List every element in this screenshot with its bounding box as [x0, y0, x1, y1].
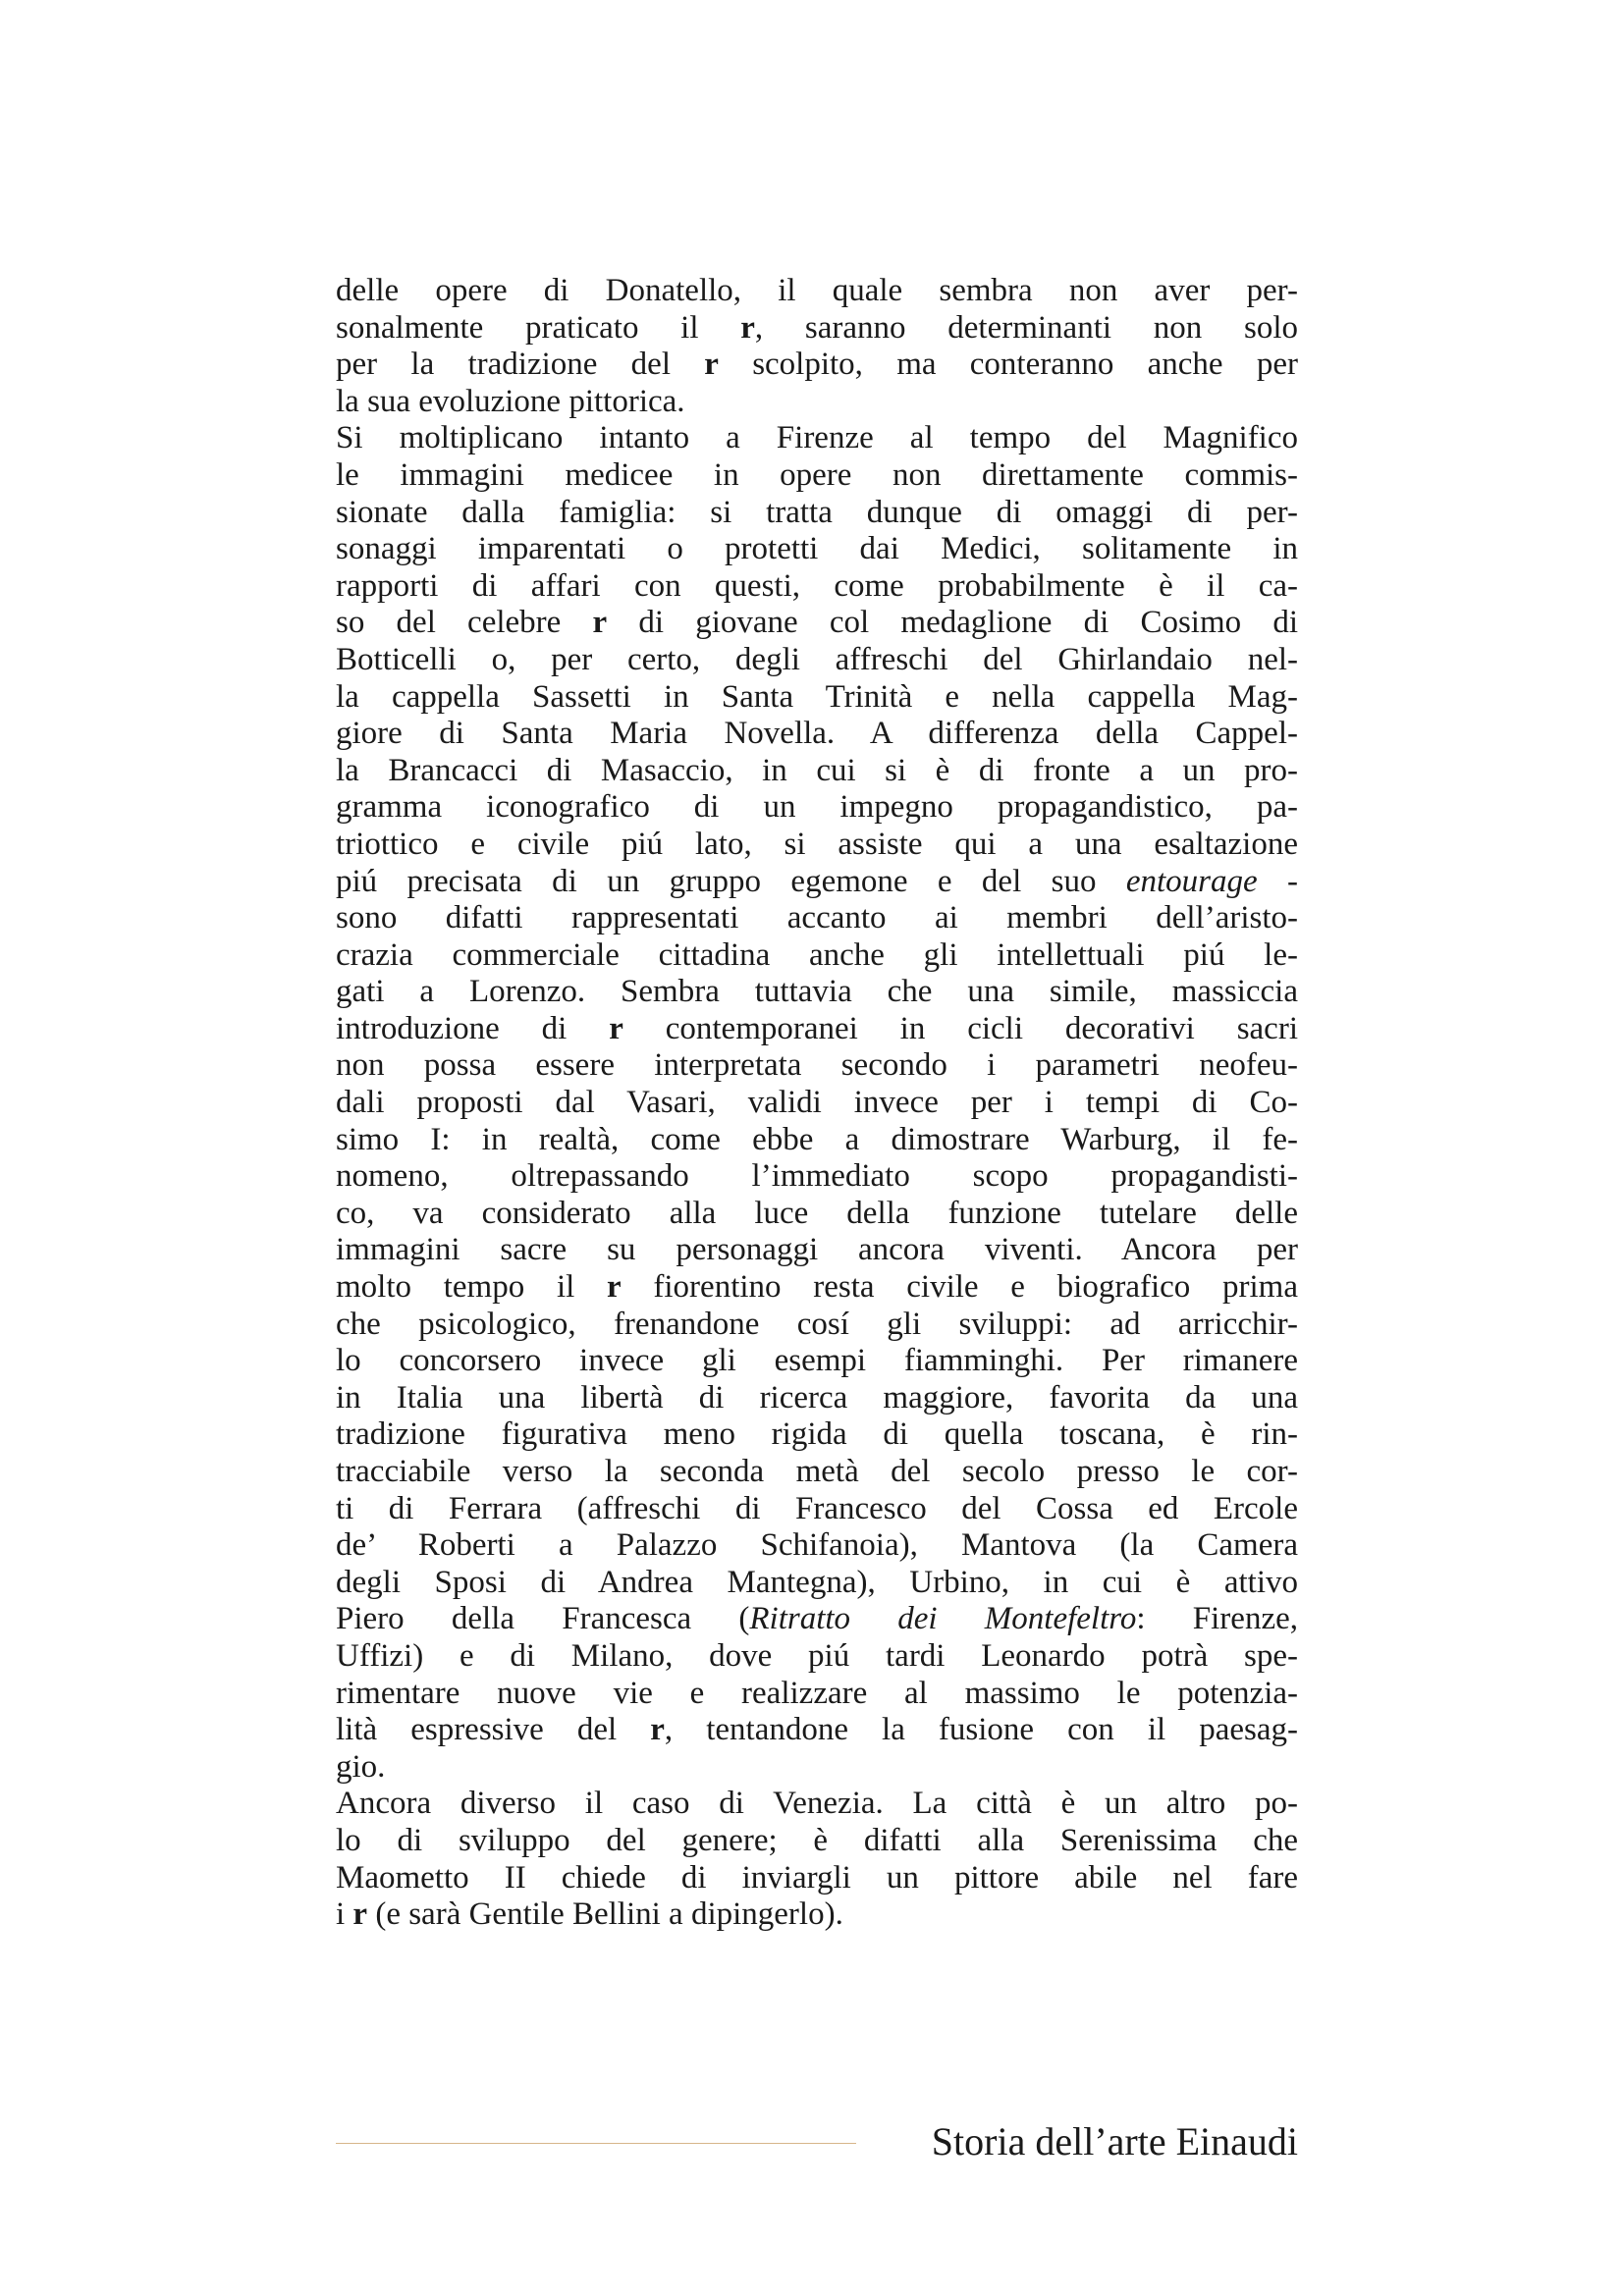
- text-segment: la sua evoluzione pittorica.: [336, 383, 685, 419]
- text-segment: gramma iconografico di un impegno propagandistico, pa-: [336, 789, 1298, 826]
- text-line: [336, 1823, 1298, 1860]
- text-segment: giore di Santa Maria Novella. A differenza della Cappel-: [336, 716, 1298, 752]
- text-line: [336, 1860, 1298, 1897]
- text-segment: piú precisata di un gruppo egemone e del suo: [336, 863, 1126, 899]
- text-line: [336, 1527, 1298, 1565]
- text-line: [336, 273, 1298, 310]
- text-segment: , saranno determinanti non solo: [754, 309, 1299, 346]
- text-line: [336, 1416, 1298, 1454]
- text-segment: degli Sposi di Andrea Mantegna), Urbino, in cui è attivo: [336, 1564, 1298, 1600]
- text-segment: lità espressive del: [336, 1712, 651, 1748]
- text-segment: crazia commerciale cittadina anche gli intellettuali piú le-: [336, 936, 1298, 973]
- text-segment: triottico e civile piú lato, si assiste qui a una esaltazione: [336, 826, 1298, 862]
- text-segment: -: [1257, 863, 1298, 899]
- text-line: [336, 1122, 1298, 1159]
- text-segment: Uffizi) e di Milano, dove piú tardi Leonardo potrà spe-: [336, 1637, 1298, 1674]
- text-line: [336, 716, 1298, 753]
- text-segment: le immagini medicee in opere non direttamente commis-: [336, 456, 1298, 493]
- text-segment: sono difatti rappresentati accanto ai membri dell’aristo-: [336, 900, 1298, 936]
- text-segment: scolpito, ma conteranno anche per: [718, 347, 1298, 383]
- text-line: [336, 1196, 1298, 1233]
- text-line: [336, 1232, 1298, 1269]
- text-segment: lo di sviluppo del genere; è difatti alla Serenissima che: [336, 1822, 1298, 1858]
- italic-text: Ritratto dei Montefeltro: [749, 1601, 1137, 1637]
- text-segment: in Italia una libertà di ricerca maggiore, favorita da una: [336, 1379, 1298, 1415]
- text-segment: la Brancacci di Masaccio, in cui si è di fronte a un pro-: [336, 752, 1298, 788]
- text-segment: tradizione figurativa meno rigida di quella toscana, è rin-: [336, 1416, 1298, 1453]
- bold-abbreviation: r: [607, 1269, 622, 1306]
- footer-rule: [336, 2143, 856, 2144]
- italic-text: entourage: [1125, 863, 1258, 899]
- text-segment: immagini sacre su personaggi ancora viventi. Ancora per: [336, 1232, 1298, 1268]
- text-segment: i: [336, 1896, 353, 1933]
- text-segment: gio.: [336, 1748, 386, 1785]
- text-segment: : Firenze,: [1136, 1601, 1298, 1637]
- text-line: [336, 1786, 1298, 1823]
- text-line: [336, 1454, 1298, 1491]
- text-line: [336, 1749, 1298, 1787]
- text-segment: simo I: in realtà, come ebbe a dimostrare Warburg, il fe-: [336, 1121, 1298, 1157]
- text-segment: non possa essere interpretata secondo i parametri neofeu-: [336, 1047, 1298, 1084]
- text-line: [336, 384, 1298, 421]
- text-segment: nomeno, oltrepassando l’immediato scopo propagandisti-: [336, 1158, 1298, 1195]
- text-segment: co, va considerato alla luce della funzione tutelare delle: [336, 1195, 1298, 1231]
- bold-abbreviation: r: [352, 1896, 368, 1933]
- text-line: [336, 1676, 1298, 1713]
- text-segment: fiorentino resta civile e biografico prima: [621, 1269, 1298, 1306]
- text-line: [336, 531, 1298, 568]
- text-line: [336, 1011, 1298, 1048]
- text-line: [336, 457, 1298, 495]
- text-segment: Ancora diverso il caso di Venezia. La città è un altro po-: [336, 1786, 1298, 1822]
- text-line: [336, 1565, 1298, 1602]
- text-segment: dali proposti dal Vasari, validi invece per i tempi di Co-: [336, 1085, 1298, 1121]
- text-segment: molto tempo il: [336, 1269, 608, 1306]
- text-line: [336, 1638, 1298, 1676]
- text-segment: so del celebre: [336, 605, 593, 641]
- text-line: [336, 1307, 1298, 1344]
- text-line: [336, 310, 1298, 347]
- text-line: [336, 420, 1298, 457]
- text-line: [336, 900, 1298, 937]
- text-line: [336, 1343, 1298, 1380]
- text-line: [336, 1601, 1298, 1638]
- bold-abbreviation: r: [609, 1010, 623, 1046]
- text-segment: (e sarà Gentile Bellini a dipingerlo).: [367, 1896, 843, 1933]
- text-line: [336, 753, 1298, 790]
- text-line: [336, 937, 1298, 975]
- text-line: [336, 827, 1298, 864]
- text-line: [336, 642, 1298, 679]
- text-line: [336, 495, 1298, 532]
- footer-title: Storia dell’arte Einaudi: [931, 2119, 1298, 2163]
- text-line: [336, 679, 1298, 717]
- bold-abbreviation: r: [650, 1712, 665, 1748]
- body-text: [336, 273, 1298, 1934]
- text-segment: la cappella Sassetti in Santa Trinità e nella cappella Mag-: [336, 678, 1298, 715]
- text-segment: Piero della Francesca (: [336, 1601, 750, 1637]
- text-segment: introduzione di: [336, 1010, 610, 1046]
- text-segment: sonaggi imparentati o protetti dai Medici, solitamente in: [336, 531, 1298, 567]
- text-segment: , tentandone la fusione con il paesag-: [664, 1712, 1299, 1748]
- text-segment: che psicologico, frenandone cosí gli sviluppi: ad arricchir-: [336, 1306, 1298, 1342]
- text-line: [336, 347, 1298, 384]
- text-segment: per la tradizione del: [336, 347, 705, 383]
- text-segment: contemporanei in cicli decorativi sacri: [622, 1010, 1298, 1046]
- bold-abbreviation: r: [704, 347, 719, 383]
- text-segment: ti di Ferrara (affreschi di Francesco del Cossa ed Ercole: [336, 1490, 1298, 1526]
- text-segment: Maometto II chiede di inviargli un pittore abile nel fare: [336, 1859, 1298, 1896]
- text-line: [336, 1491, 1298, 1528]
- text-line: [336, 864, 1298, 901]
- text-line: [336, 1269, 1298, 1307]
- text-segment: Botticelli o, per certo, degli affreschi del Ghirlandaio nel-: [336, 641, 1298, 677]
- text-segment: di giovane col medaglione di Cosimo di: [607, 605, 1299, 641]
- text-segment: de’ Roberti a Palazzo Schifanoia), Mantova (la Camera: [336, 1527, 1298, 1564]
- text-line: [336, 1085, 1298, 1122]
- text-segment: sionate dalla famiglia: si tratta dunque di omaggi di per-: [336, 494, 1298, 530]
- text-segment: lo concorsero invece gli esempi fiamminghi. Per rimanere: [336, 1343, 1298, 1379]
- text-segment: delle opere di Donatello, il quale sembra non aver per-: [336, 273, 1298, 308]
- text-line: [336, 1712, 1298, 1749]
- bold-abbreviation: r: [740, 309, 755, 346]
- text-segment: sonalmente praticato il: [336, 309, 741, 346]
- text-segment: rapporti di affari con questi, come probabilmente è il ca-: [336, 567, 1298, 604]
- text-line: [336, 974, 1298, 1011]
- text-line: [336, 605, 1298, 642]
- text-line: [336, 1380, 1298, 1417]
- bold-abbreviation: r: [592, 605, 608, 641]
- text-segment: gati a Lorenzo. Sembra tuttavia che una simile, massiccia: [336, 974, 1298, 1010]
- text-segment: tracciabile verso la seconda metà del secolo presso le cor-: [336, 1454, 1298, 1489]
- text-line: [336, 568, 1298, 606]
- text-line: [336, 1047, 1298, 1085]
- text-line: [336, 1158, 1298, 1196]
- text-segment: rimentare nuove vie e realizzare al massimo le potenzia-: [336, 1675, 1298, 1711]
- text-line: [336, 789, 1298, 827]
- text-line: [336, 1896, 1298, 1934]
- text-segment: Si moltiplicano intanto a Firenze al tempo del Magnifico: [336, 420, 1298, 456]
